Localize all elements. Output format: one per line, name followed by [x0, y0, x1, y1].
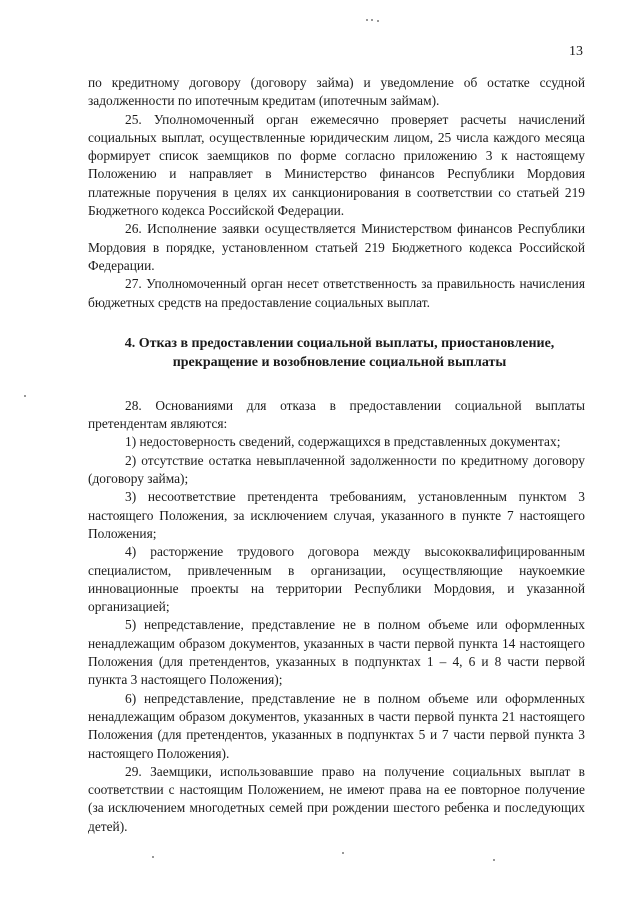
- scan-speck: [377, 20, 379, 22]
- list-item-3: 3) несоответствие претендента требованиям, установленным пунктом 3 настоящего Положения, за исключением случая, указанного в пункте 7 настоящего Положения;: [88, 489, 585, 541]
- section-spacer-top: [88, 312, 585, 334]
- section-spacer-bottom: [88, 373, 585, 397]
- scan-speck: [366, 19, 368, 21]
- list-item-5: 5) непредставление, представление не в полном объеме или оформленных ненадлежащим образом документов, указанных в части первой пункта 14 настоящего Положения (для претендентов, указанных в подпунктах 1 – 4, 6 и 8 части первой пункта 3 настоящего Положения);: [88, 617, 585, 688]
- list-item-2: 2) отсутствие остатка невыплаченной задолженности по кредитному договору (договору займа);: [88, 452, 585, 487]
- section-heading: 4. Отказ в предоставлении социальной выплаты, приостановление, прекращение и возобновление социальной выплаты: [124, 335, 555, 371]
- scan-speck: [371, 19, 373, 21]
- paragraph-27: 27. Уполномоченный орган несет ответственность за правильность начисления бюджетных средств на предоставление социальных выплат.: [88, 276, 585, 310]
- list-item-1: 1) недостоверность сведений, содержащихся в представленных документах;: [125, 434, 561, 450]
- scan-speck: [493, 859, 495, 861]
- scan-speck: [152, 856, 154, 858]
- paragraph-continuation: по кредитному договору (договору займа) и уведомление об остатке ссудной задолженности по ипотечным кредитам (ипотечным займам).: [88, 75, 585, 109]
- paragraph-29: 29. Заемщики, использовавшие право на получение социальных выплат в соответствии с настоящим Положением, не имеют права на ее повторное получение (за исключением многодетных семей при рождении шестого ребенка и последующих детей).: [88, 763, 585, 834]
- list-item-4: 4) расторжение трудового договора между высококвалифицированным специалистом, привлеченным в организации, осуществляющие наукоемкие инновационные проекты на территории Республики Мордовия, и указанной организацией;: [88, 544, 585, 615]
- scan-speck: [24, 395, 26, 397]
- paragraph-25: 25. Уполномоченный орган ежемесячно проверяет расчеты начислений социальных выплат, осуществленные юридическим лицом, 25 числа каждого месяца формирует список заемщиков по форме согласно приложению 3 к настоящему Положению и направляет в Министерство финансов Республики Мордовия платежные поручения в целях их санкционирования в соответствии со статьей 219 Бюджетного кодекса Российской Федерации.: [88, 111, 585, 219]
- paragraph-26: 26. Исполнение заявки осуществляется Министерством финансов Республики Мордовия в порядке, установленном статьей 219 Бюджетного кодекса Российской Федерации.: [88, 221, 585, 273]
- page-number: 13: [569, 44, 583, 59]
- scan-speck: [342, 852, 344, 854]
- list-item-6: 6) непредставление, представление не в полном объеме или оформленных ненадлежащим образом документов, указанных в части первой пункта 21 настоящего Положения (для претендентов, указанных в подпунктах 5 и 7 части первой пункта 3 настоящего Положения).: [88, 690, 585, 761]
- document-body: [88, 74, 585, 836]
- paragraph-28: 28. Основаниями для отказа в предоставлении социальной выплаты претендентам являются:: [88, 397, 585, 432]
